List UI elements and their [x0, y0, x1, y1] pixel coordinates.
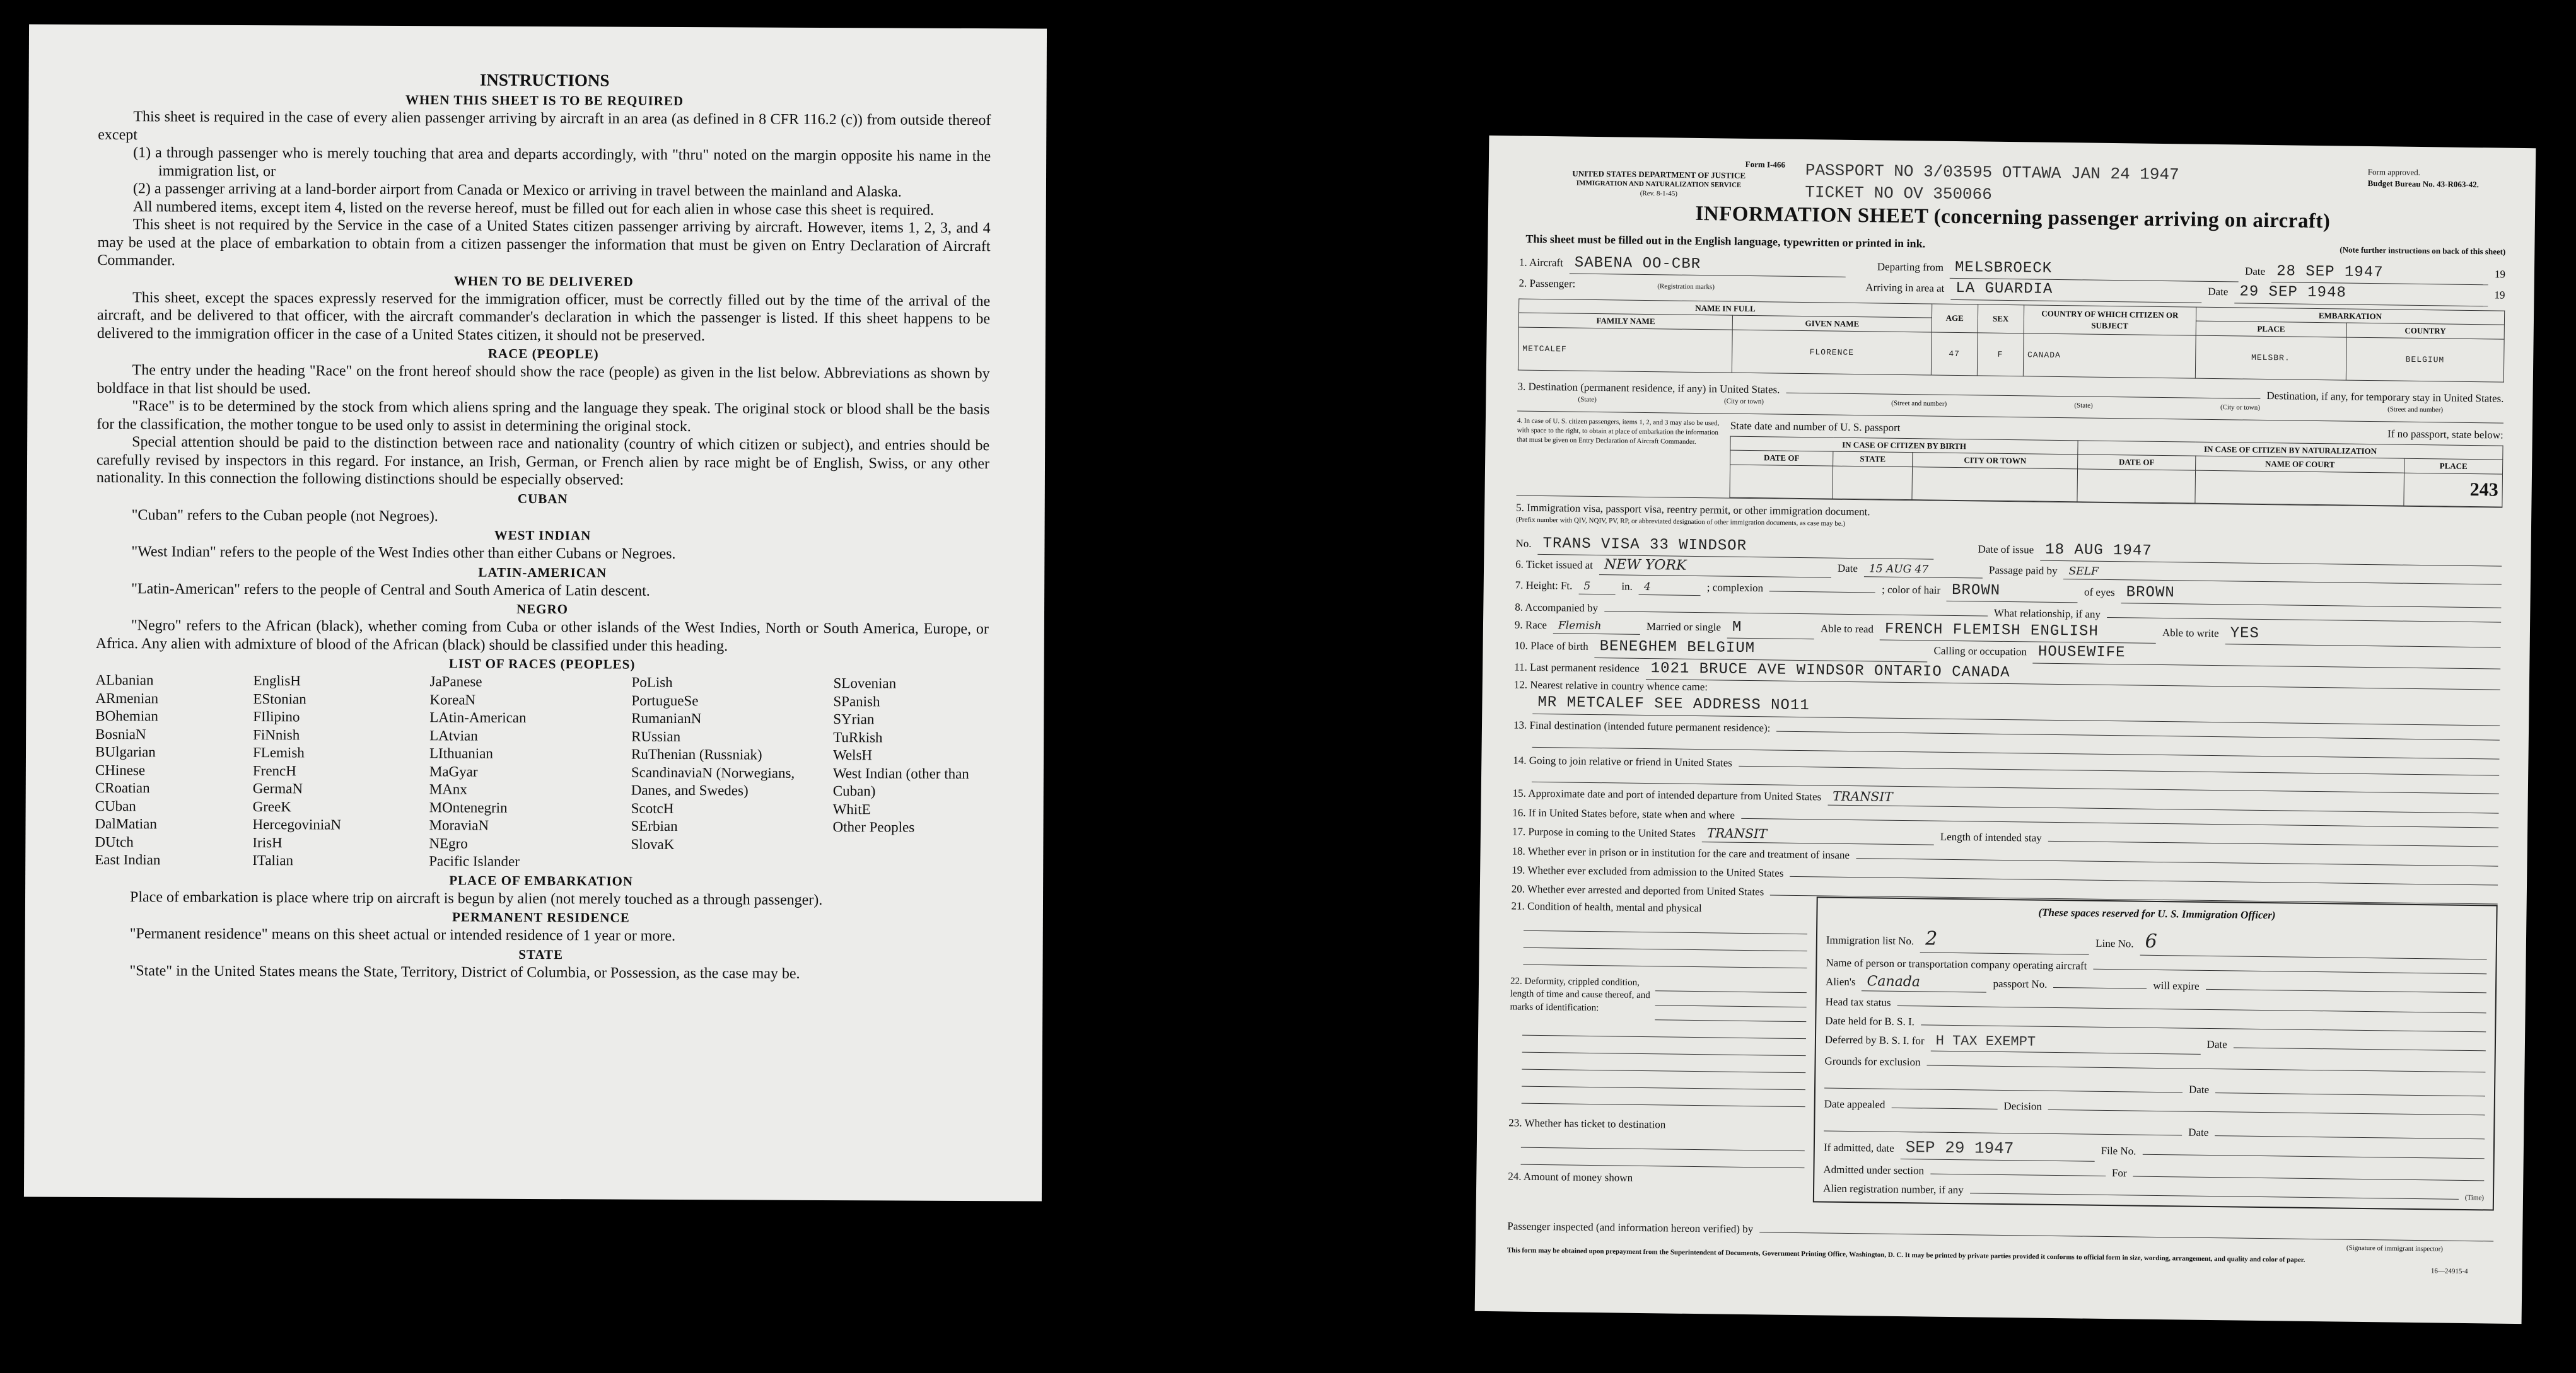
label-no: No. — [1515, 537, 1532, 550]
ticket-at-value: NEW YORK — [1604, 557, 1687, 574]
instructions-page — [24, 24, 1047, 1201]
sex-value: F — [1977, 333, 2024, 376]
label-deferred: Deferred by B. S. I. for — [1824, 1033, 1925, 1047]
calling-value: HOUSEWIFE — [2037, 644, 2126, 662]
heading-permanent: PERMANENT RESIDENCE — [452, 909, 630, 925]
year-suffix-1: 19 — [2494, 268, 2505, 281]
hair-value: BROWN — [1951, 581, 2001, 600]
heading-latin: LATIN-AMERICAN — [478, 564, 607, 580]
label-aliens: Alien's — [1825, 975, 1856, 988]
label-item5: 5. Immigration visa, passport visa, reentry permit, or other immigration document. — [1516, 501, 1870, 518]
num-243: 243 — [2404, 473, 2503, 507]
label-arriving: Arriving in area at — [1865, 281, 1945, 295]
given-value: FLORENCE — [1732, 330, 1932, 375]
race-value: Flemish — [1558, 619, 1602, 633]
label-item6: 6. Ticket issued at — [1515, 558, 1594, 572]
th-name-court: NAME OF COURT — [2195, 456, 2404, 473]
para-race1: The entry under the heading "Race" on the front hereof should show the race (people) as given in the list below. Abbreviations as shown by boldface in that list should be used. — [96, 362, 990, 397]
label-time: (Time) — [2464, 1193, 2485, 1202]
para-numbered: All numbered items, except item 4, listed on the reverse hereof, must be filled out for each alien in whose case this sheet is required. — [132, 198, 935, 219]
dest-city-2: (City or town) — [2220, 403, 2260, 412]
para-race2: "Race" is to be determined by the stock from which aliens spring and the language they speak. The original stock or blood shall be the basis for the classification, the mother tongue to be used only to assist in determining the original stock. — [96, 398, 990, 435]
label-item9: 9. Race — [1514, 618, 1547, 632]
label-item14: 14. Going to join relative or friend in United States — [1513, 753, 1732, 769]
relative-value: MR METCALEF SEE ADDRESS NO11 — [1537, 694, 1810, 715]
label-calling: Calling or occupation — [1933, 645, 2027, 658]
label-date-grounds: Date — [2188, 1083, 2210, 1096]
ticket-date-value: 15 AUG 47 — [1868, 562, 1929, 576]
citizen-value: CANADA — [2023, 333, 2196, 378]
budget-bureau: Budget Bureau No. 43-R063-42. — [2367, 178, 2480, 189]
races-col-5: SLovenian SPanish SYrian TuRkish WelsH West Indian (other than Cuban) WhitE Other Peoples — [832, 675, 969, 835]
th-city: CITY OR TOWN — [1913, 453, 2078, 469]
dest-city: (City or town) — [1723, 397, 1764, 406]
in-value: 4 — [1643, 580, 1651, 593]
departing-value: MELSBROECK — [1954, 259, 2053, 277]
label-ticket-date: Date — [1837, 562, 1858, 575]
fill-note: This sheet must be filled out in the English language, typewritten or printed in ink. — [1525, 232, 1926, 250]
label-item10: 10. Place of birth — [1514, 639, 1588, 653]
label-item4: 4. In case of U. S. citizen passengers, items 1, 2, and 3 may also be used, with space to the right, to obtain at place of embarkation the information that must be given on Entry Declaration of Aircraft Commander. — [1517, 417, 1720, 446]
label-no-passport: If no passport, state below: — [2387, 427, 2503, 441]
label-item8: 8. Accompanied by — [1515, 601, 1599, 615]
th-country: COUNTRY OF WHICH CITIZEN OR SUBJECT — [2024, 305, 2196, 335]
instructions-title: INSTRUCTIONS — [479, 70, 610, 90]
year-suffix-2: 19 — [2494, 289, 2505, 302]
officer-box-title: (These spaces reserved for U. S. Immigration Officer) — [2038, 906, 2276, 922]
heading-list-races: LIST OF RACES (PEOPLES) — [448, 656, 636, 672]
label-line: Line No. — [2095, 937, 2134, 950]
label-date-depart: Date — [2244, 265, 2266, 278]
heading-cuban: CUBAN — [517, 490, 568, 506]
heading-place: PLACE OF EMBARKATION — [449, 872, 634, 889]
th-family: FAMILY NAME — [1518, 313, 1733, 330]
passenger-table — [1518, 298, 2505, 382]
deferred-value: H TAX EXEMPT — [1935, 1033, 2036, 1050]
label-item24: 24. Amount of money shown — [1508, 1170, 1633, 1184]
item4-block — [1516, 416, 2503, 507]
th-name-in-full: NAME IN FULL — [1519, 299, 1932, 318]
label-name-company: Name of person or transportation company operating aircraft — [1826, 956, 2087, 972]
races-col-3: JaPanese KoreaN LAtin-American LAtvian LIthuanian MaGyar MAnx MOntenegrin MoraviaN NEgro Pacific Islander — [429, 673, 527, 869]
races-col-2: EnglisH EStonian FIlipino FiNnish FLemish FrencH GermaN GreeK HercegoviniaN IrisH ITalian — [252, 673, 342, 869]
heading-west-indian: WEST INDIAN — [494, 527, 592, 543]
label-item16: 16. If in United States before, state when and where — [1512, 806, 1735, 822]
para-latin: "Latin-American" refers to the people of Central and South America of Latin descent. — [131, 580, 650, 600]
para-item1: (1) a through passenger who is merely touching that area and departs accordingly, with "thru" noted on the margin opposite his name in the immigration list, or — [133, 144, 991, 180]
th-country2: COUNTRY — [2346, 323, 2505, 339]
label-file: File No. — [2101, 1144, 2136, 1157]
races-list — [95, 671, 988, 873]
aircraft-value: SABENA OO-CBR — [1574, 254, 1701, 274]
para-state: "State" in the United States means the State, Territory, District of Columbia, or Possession, as the case may be. — [129, 962, 800, 982]
last-res-value: 1021 BRUCE AVE WINDSOR ONTARIO CANADA — [1650, 659, 2010, 681]
label-head-tax: Head tax status — [1825, 995, 1891, 1009]
races-col-4: PoLish PortugueSe RumanianN RUssian RuThenian (Russniak) ScandinaviaN (Norwegians, Danes, and Swedes) ScotcH SErbian SlovaK — [631, 674, 795, 852]
emb-place-value: MELSBR. — [2195, 335, 2346, 380]
label-in: in. — [1621, 580, 1633, 593]
label-grounds: Grounds for exclusion — [1824, 1055, 1921, 1069]
line-no-value: 6 — [2145, 930, 2157, 953]
label-item18: 18. Whether ever in prison or in institution for the care and treatment of insane — [1512, 845, 1850, 862]
label-relation: What relationship, if any — [1993, 606, 2101, 620]
label-date-appealed: Date appealed — [1824, 1098, 1885, 1111]
label-read: Able to read — [1820, 622, 1874, 635]
para-item2: (2) a passenger arriving at a land-border airport from Canada or Mexico or arriving in travel between the mainland and Alaska. — [132, 180, 902, 200]
label-married: Married or single — [1646, 620, 1722, 634]
paid-value: SELF — [2068, 565, 2099, 578]
label-item17: 17. Purpose in coming to the United States — [1512, 825, 1696, 840]
para-delivered: This sheet, except the spaces expressly reserved for the immigration officer, must be correctly filled out by the time of the arrival of the aircraft, and be delivered to that officer, with the aircraft commander's declaration in which the passenger is listed. If this sheet happens to be delivered to the immigration officer in the case of a United States citizen, it should not be preserved. — [96, 289, 991, 344]
ft-value: 5 — [1583, 579, 1591, 593]
th-naturalization: IN CASE OF CITIZEN BY NATURALIZATION — [2078, 441, 2503, 460]
age-value: 47 — [1931, 332, 1978, 376]
family-value: METCALEF — [1518, 327, 1732, 373]
th-embarkation: EMBARKATION — [2196, 307, 2504, 325]
purpose-value: TRANSIT — [1706, 825, 1768, 842]
label-item5-sub: (Prefix number with QIV, NQIV, PV, RP, or abbreviated designation of other immigration documents, as case may be.) — [1515, 516, 1846, 528]
para-west-indian: "West Indian" refers to the people of the West Indies other than either Cubans or Negroes. — [131, 543, 676, 562]
label-paid: Passage paid by — [1988, 564, 2058, 577]
para-negro: "Negro" refers to the African (black), whether coming from Cuba or other islands of the West Indies, North or South America, Europe, or Africa. Any alien with admixture of blood of the African (black) should be classified under this heading. — [95, 617, 989, 654]
transit-value: TRANSIT — [1833, 789, 1893, 805]
label-item7: 7. Height: Ft. — [1515, 579, 1573, 592]
races-col-1: ALbanian ARmenian BOhemian BosniaN BUlgarian CHinese CRoatian CUban DalMatian DUtch East Indian — [95, 671, 161, 868]
label-date-deferred: Date — [2206, 1038, 2227, 1051]
th-date-of: DATE OF — [1730, 450, 1833, 466]
date-arrive-value: 29 SEP 1948 — [2239, 283, 2347, 302]
form-header-left — [1520, 156, 1798, 200]
label-write: Able to write — [2162, 627, 2219, 640]
th-place: PLACE — [2196, 322, 2346, 337]
label-item21: 21. Condition of health, mental and physical — [1511, 900, 1702, 915]
para-race3: Special attention should be paid to the distinction between race and nationality (country of which citizen or subject), and entries should be carefully revised by inspectors in this regard. For instance, an Irish, German, or French alien by race might be of English, Swiss, or any other nationality. In this connection the following distinctions should be especially observed: — [96, 434, 990, 489]
th-birth: IN CASE OF CITIZEN BY BIRTH — [1730, 436, 2078, 455]
label-admitted-under: Admitted under section — [1823, 1163, 1925, 1177]
label-passenger: 2. Passenger: — [1518, 277, 1576, 291]
th-place2: PLACE — [2404, 459, 2503, 474]
further-note: (Note further instructions on back of this sheet) — [2340, 245, 2506, 257]
lower-section — [1508, 900, 2498, 1210]
lower-left — [1508, 900, 1808, 1202]
label-item22: 22. Deformity, crippled condition, length of time and cause thereof, and marks of identification: — [1510, 976, 1650, 1013]
read-value: FRENCH FLEMISH ENGLISH — [1884, 620, 2099, 640]
para-place: Place of embarkation is place where trip on aircraft is begun by alien (not merely touched as a through passenger). — [129, 888, 823, 908]
label-item19: 19. Whether ever excluded from admission to the United States — [1512, 864, 1784, 880]
label-doi: Date of issue — [1978, 543, 2034, 556]
label-passport-us: State date and number of U. S. passport — [1730, 419, 1901, 434]
label-date-decision: Date — [2188, 1126, 2209, 1138]
gpo-code: 16—24915-4 — [2430, 1266, 2468, 1275]
label-item23: 23. Whether has ticket to destination — [1508, 1116, 1666, 1131]
dest-street: (Street and number) — [1891, 399, 1947, 408]
para-permanent: "Permanent residence" means on this sheet actual or intended residence of 1 year or more. — [129, 925, 676, 944]
birth-value: BENEGHEM BELGIUM — [1599, 638, 1756, 658]
label-eyes: of eyes — [2084, 586, 2115, 598]
label-item20: 20. Whether ever arrested and deported from United States — [1511, 883, 1764, 898]
heading-race: RACE (PEOPLE) — [487, 345, 599, 362]
aliens-value: Canada — [1867, 973, 1921, 990]
th-age: AGE — [1932, 304, 1978, 333]
th-given: GIVEN NAME — [1733, 316, 1932, 332]
citizenship-table — [1729, 436, 2503, 507]
officer-box — [1813, 897, 2498, 1211]
label-passport-no: passport No. — [1993, 977, 2048, 990]
heading-state: STATE — [518, 946, 564, 962]
imm-list-value: 2 — [1925, 927, 1938, 950]
label-for: For — [2111, 1166, 2127, 1179]
department: UNITED STATES DEPARTMENT OF JUSTICE — [1572, 168, 1746, 180]
label-item12: 12. Nearest relative in country whence came: — [1513, 678, 1708, 693]
reg-mark-note: (Registration marks) — [1657, 282, 1715, 291]
label-expire: will expire — [2153, 979, 2200, 992]
label-date-arrive: Date — [2208, 286, 2229, 298]
label-if-admitted: If admitted, date — [1823, 1141, 1894, 1154]
label-held: Date held for B. S. I. — [1825, 1014, 1915, 1028]
dest-state-2: (State) — [2074, 402, 2093, 410]
doi-value: 18 AUG 1947 — [2045, 541, 2152, 560]
form-approved: Form approved. — [2367, 166, 2420, 177]
form-number: Form I-466 — [1745, 159, 1786, 170]
para-cuban: "Cuban" refers to the Cuban people (not Negroes). — [131, 506, 438, 524]
heading-negro: NEGRO — [516, 601, 569, 617]
dest-street-2: (Street and number) — [2387, 405, 2444, 414]
label-dest: 3. Destination (permanent residence, if any) in United States. — [1517, 380, 1780, 396]
label-signature: (Signature of immigrant inspector) — [2346, 1244, 2444, 1254]
form-title: INFORMATION SHEET (concerning passenger arriving on aircraft) — [1695, 202, 2331, 233]
admit-date-value: SEP 29 1947 — [1905, 1137, 2014, 1158]
label-imm-list: Immigration list No. — [1826, 934, 1915, 947]
label-hair: ; color of hair — [1881, 583, 1941, 596]
heading-when-delivered: WHEN TO BE DELIVERED — [453, 272, 634, 289]
label-dest-temp: Destination, if any, for temporary stay in United States. — [2266, 389, 2504, 405]
th-date-of-2: DATE OF — [2078, 455, 2196, 470]
ticket-stamp: TICKET NO OV 350066 — [1805, 183, 1993, 204]
passport-stamp: PASSPORT NO 3/03595 OTTAWA JAN 24 1947 — [1805, 161, 2179, 185]
label-departing: Departing from — [1877, 260, 1944, 274]
information-sheet — [1475, 136, 2536, 1324]
footer-note: This form may be obtained upon prepayment from the Superintendent of Documents, Government Printing Office, Washington, D. C. It may be printed by private parties provided it conforms to official form in size, wording, arrangement, and quality and color of paper. — [1507, 1246, 2305, 1265]
label-item13: 13. Final destination (intended future permanent residence): — [1513, 719, 1771, 734]
label-length: Length of intended stay — [1940, 831, 2042, 845]
service: IMMIGRATION AND NATURALIZATION SERVICE — [1576, 179, 1742, 189]
label-decision: Decision — [2003, 1099, 2043, 1113]
para-required: This sheet is required in the case of every alien passenger arriving by aircraft in an area (as defined in 8 CFR 116.2 (c)) from outside thereof except — [98, 108, 991, 143]
heading-when-required: WHEN THIS SHEET IS TO BE REQUIRED — [405, 92, 684, 109]
dest-state: (State) — [1578, 395, 1597, 403]
emb-country-value: BELGIUM — [2346, 337, 2504, 382]
married-value: M — [1732, 618, 1742, 636]
revision: (Rev. 8-1-45) — [1640, 189, 1677, 198]
date-depart-value: 28 SEP 1947 — [2276, 263, 2384, 282]
th-state: STATE — [1833, 451, 1913, 466]
label-item15: 15. Approximate date and port of intended departure from United States — [1512, 787, 1822, 803]
label-item11: 11. Last permanent residence — [1514, 661, 1640, 675]
eyes-value: BROWN — [2126, 584, 2175, 601]
label-inspected: Passenger inspected (and information hereon verified) by — [1507, 1219, 1754, 1235]
para-not-required: This sheet is not required by the Service in the case of a United States citizen passenger arriving by aircraft. However, items 1, 2, 3, and 4 may be used at the place of embarkation to obtain from a citizen passenger the information that must be given on Entry Declaration of Aircraft Commander. — [97, 216, 991, 269]
write-value: YES — [2230, 625, 2260, 642]
th-sex: SEX — [1978, 304, 2024, 333]
label-aircraft: 1. Aircraft — [1518, 256, 1563, 269]
label-complexion: ; complexion — [1706, 581, 1764, 594]
arriving-value: LA GUARDIA — [1955, 280, 2053, 299]
label-alien-reg: Alien registration number, if any — [1822, 1182, 1964, 1196]
doc-no-value: TRANS VISA 33 WINDSOR — [1542, 535, 1747, 555]
